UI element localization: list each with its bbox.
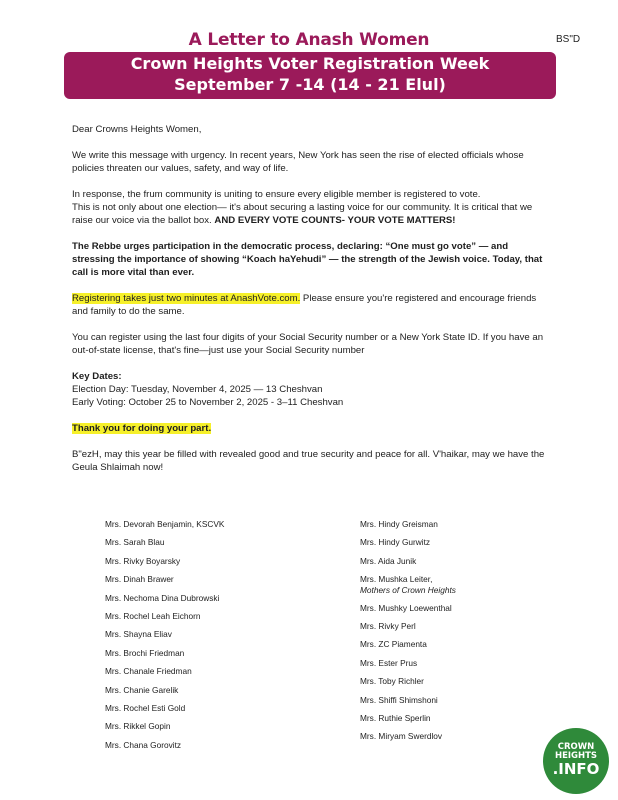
vote-matters-text: AND EVERY VOTE COUNTS- YOUR VOTE MATTERS! bbox=[214, 215, 456, 226]
paragraph-register bbox=[72, 292, 552, 318]
paragraph-closing: B"ezH, may this year be filled with revealed good and true security and peace for all. V'haikar, may we have the Geula Shlaimah now! bbox=[72, 449, 545, 473]
signer-name: Mrs. Rochel Leah Eichorn bbox=[105, 611, 201, 622]
paragraph-response bbox=[72, 188, 552, 227]
signer-name: Mrs. Rochel Esti Gold bbox=[105, 703, 186, 714]
paragraph-rebbe bbox=[72, 240, 552, 279]
signer-name: Mrs. Shiffi Shimshoni bbox=[360, 694, 438, 705]
signer-name: Mrs. Ester Prus bbox=[360, 657, 418, 668]
response-sentence: In response, the frum community is uniting to ensure every eligible member is registered to vote. bbox=[72, 189, 481, 200]
signer-name: Mrs. Hindy Gurwitz bbox=[360, 537, 431, 548]
rebbe-quote: The Rebbe urges participation in the democratic process, declaring: “One must go vote” — and stressing the importance of showing “Koach haYehudi” — the strength of the Jewish voice. Today, that call is more vital than ever. bbox=[72, 241, 543, 278]
signer-affiliation: Mothers of Crown Heights bbox=[360, 584, 456, 595]
signer-name: Mrs. Miryam Swerdlov bbox=[360, 731, 443, 742]
greeting: Dear Crowns Heights Women, bbox=[72, 124, 202, 135]
register-rest: Please ensure you're registered and encourage friends and family to do the same. bbox=[72, 293, 537, 317]
signer-name: Mrs. Chana Gorovitz bbox=[105, 739, 182, 750]
paragraph-id: You can register using the last four digits of your Social Security number or a New York State ID. If you have an out-of-state license, that's fine—just use your Social Security number bbox=[72, 332, 544, 356]
signer-name: Mrs. ZC Piamenta bbox=[360, 639, 427, 650]
election-day: Election Day: Tuesday, November 4, 2025 — 13 Cheshvan bbox=[72, 384, 323, 395]
signer-name: Mrs. Chanie Garelik bbox=[105, 684, 179, 695]
signer-name: Mrs. Dinah Brawer bbox=[105, 574, 174, 585]
response-detail: This is not only about one election— it's about securing a lasting voice for our community. It is critical that we raise our voice via the ballot box. bbox=[72, 202, 533, 226]
signer-name: Mrs. Rivky Perl bbox=[360, 621, 416, 632]
signer-name: Mrs. Aida Junik bbox=[360, 555, 417, 566]
paragraph-urgency: We write this message with urgency. In recent years, New York has seen the rise of elected officials whose policies threaten our values, safety, and way of life. bbox=[72, 150, 524, 174]
logo-line2: HEIGHTS bbox=[554, 751, 598, 761]
title-banner bbox=[64, 52, 556, 99]
signer-name: Mrs. Toby Richler bbox=[360, 676, 424, 687]
letter-body bbox=[72, 123, 552, 487]
signer-name: Mrs. Rikkel Gopin bbox=[105, 721, 171, 732]
signer-name: Mrs. Mushka Leiter, bbox=[360, 574, 433, 585]
thanks-highlight: Thank you for doing your part. bbox=[72, 423, 212, 434]
banner-dates: September 7 -14 (14 - 21 Elul) bbox=[174, 75, 446, 94]
signer-name: Mrs. Brochi Friedman bbox=[105, 647, 185, 658]
signer-name: Mrs. Hindy Greisman bbox=[360, 519, 438, 529]
signer-name: Mrs. Ruthie Sperlin bbox=[360, 713, 431, 724]
paragraph-thanks bbox=[72, 422, 552, 435]
signers-right-column bbox=[360, 515, 456, 746]
banner-heading: Crown Heights Voter Registration Week bbox=[130, 54, 490, 73]
early-voting: Early Voting: October 25 to November 2, 2025 - 3–11 Cheshvan bbox=[72, 397, 344, 408]
logo-line1: CROWN bbox=[557, 742, 595, 752]
signers-left-column bbox=[105, 515, 224, 754]
logo-line3: .INFO bbox=[552, 760, 600, 778]
register-highlight: Registering takes just two minutes at AnashVote.com. bbox=[72, 293, 301, 304]
signer-name: Mrs. Mushky Loewenthal bbox=[360, 602, 452, 613]
key-dates bbox=[72, 370, 552, 409]
signer-name: Mrs. Shayna Eliav bbox=[105, 629, 172, 640]
signer-name: Mrs. Rivky Boyarsky bbox=[105, 555, 181, 566]
bsd-marker: BS"D bbox=[556, 34, 581, 45]
signer-name: Mrs. Sarah Blau bbox=[105, 537, 165, 548]
signer-name: Mrs. Devorah Benjamin, KSCVK bbox=[105, 519, 225, 529]
crownheights-logo bbox=[543, 728, 609, 794]
signer-name: Mrs. Nechoma Dina Dubrowski bbox=[105, 592, 220, 603]
letter-title: A Letter to Anash Women bbox=[188, 30, 430, 50]
signer-name: Mrs. Chanale Friedman bbox=[105, 666, 192, 677]
key-dates-label: Key Dates: bbox=[72, 371, 122, 382]
